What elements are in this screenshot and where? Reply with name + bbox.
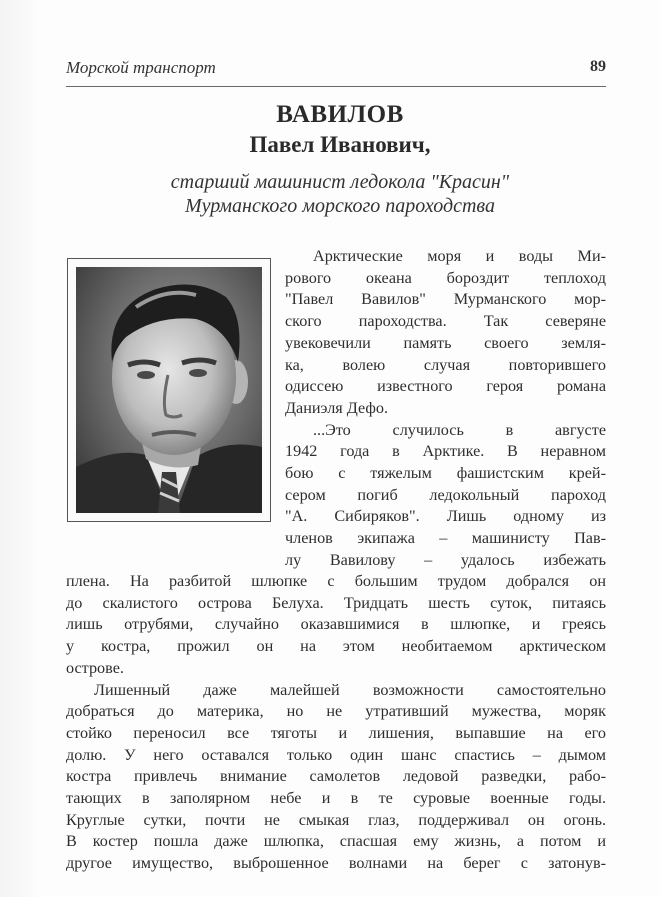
person-given-names: Павел Иванович, (249, 132, 431, 157)
text-line: рового океана бороздит теплоход (285, 268, 606, 287)
text-line: плена. На разбитой шлюпке с большим трудом добрался он (66, 572, 606, 590)
text-line: "Павел Вавилов" Мурманского мор- (285, 290, 606, 309)
text-line: Круглые сутки, почти не смыкая глаз, поддерживал он огонь. (66, 810, 606, 829)
text-line: "А. Сибиряков". Лишь одному из (285, 507, 606, 526)
text-line: увековечили память своего земля- (285, 333, 606, 352)
text-line: Лишенный даже малейшей возможности самостоятельно (94, 680, 606, 699)
person-position-line-1: старший машинист ледокола "Красин" (170, 171, 510, 193)
running-title: Морской транспорт (66, 58, 216, 77)
running-header (66, 58, 606, 82)
text-line: бою с тяжелым фашистским крей- (285, 464, 606, 483)
text-line: Арктические моря и воды Ми- (313, 247, 606, 265)
text-line: 1942 года в Арктике. В неравном (285, 442, 606, 461)
text-line: сером погиб ледокольный пароход (285, 485, 606, 504)
text-line: до скалистого острова Белуха. Тридцать шесть суток, питаясь (66, 593, 606, 612)
text-line: острове. (66, 658, 124, 677)
text-line: лу Вавилову – удалось избежать (285, 550, 606, 569)
person-position-line-2: Мурманского морского пароходства (185, 195, 495, 217)
text-line: одиссею известного героя романа (285, 377, 606, 396)
page-gutter-shadow (0, 0, 40, 897)
text-line: В костер пошла даже шлюпка, спасшая ему жизнь, а потом и (66, 832, 606, 851)
header-rule (66, 86, 606, 87)
text-line: ...Это случилось в августе (313, 420, 606, 439)
text-line: другое имущество, выброшенное волнами на берег с затонув- (66, 854, 606, 873)
text-line: ка, волею случая повторившего (285, 355, 606, 374)
page-number: 89 (590, 58, 606, 75)
title-block (120, 100, 560, 218)
text-line: тающих в заполярном небе и в те суровые военные годы. (66, 789, 606, 808)
body-text-full-width (66, 571, 606, 875)
text-line: стойко переносил все тяготы и лишения, выпавшие на его (66, 723, 606, 742)
person-surname: ВАВИЛОВ (276, 101, 404, 128)
portrait-photo (76, 267, 262, 513)
body-text-column (285, 246, 606, 572)
text-line: членов экипажа – машинисту Пав- (285, 529, 606, 548)
portrait-illustration (76, 267, 262, 513)
text-line: добраться до материка, но не утративший мужества, моряк (66, 702, 606, 721)
text-line: у костра, прожил он на этом необитаемом арктическом (66, 637, 606, 656)
text-line: долю. У него оставался только один шанс спастись – дымом (66, 745, 606, 764)
portrait-frame (67, 258, 271, 522)
text-line: Даниэля Дефо. (285, 398, 389, 417)
text-line: лишь отрубями, случайно оказавшимися в шлюпке, и греясь (66, 615, 606, 634)
text-line: ского пароходства. Так северяне (285, 312, 606, 331)
text-line: костра привлечь внимание самолетов ледовой разведки, рабо- (66, 767, 606, 786)
